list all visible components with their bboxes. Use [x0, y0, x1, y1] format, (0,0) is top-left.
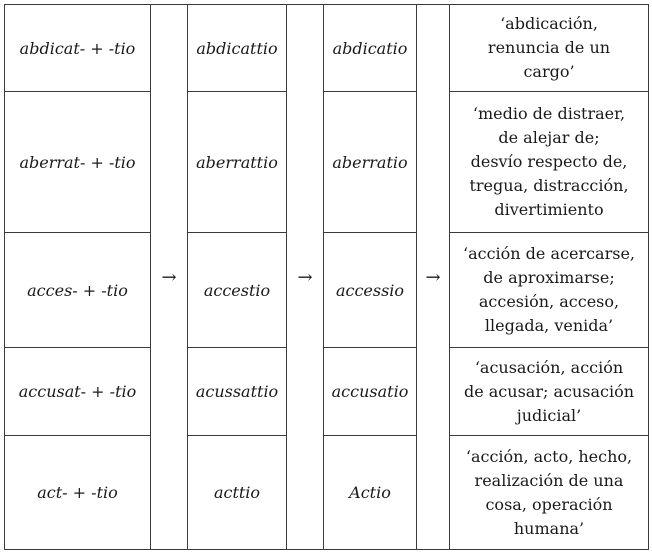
table-row — [5, 92, 649, 233]
intermediate-form-cell: aberrattio — [188, 92, 287, 233]
result-form-cell: Actio — [324, 436, 417, 550]
gloss-line: de alejar de; — [498, 128, 600, 147]
gloss-cell — [450, 348, 649, 436]
result-form-cell: accessio — [324, 233, 417, 348]
result-form-cell: abdicatio — [324, 5, 417, 92]
result-form-cell: accusatio — [324, 348, 417, 436]
intermediate-form-cell: accestio — [188, 233, 287, 348]
gloss-line: ‘acusación, acción — [474, 357, 624, 377]
result-form-cell: aberratio — [324, 92, 417, 233]
gloss-line: ‘medio de distraer, — [472, 104, 626, 123]
gloss-line: judicial’ — [516, 405, 582, 425]
gloss-line: ‘acción de acercarse, — [462, 244, 635, 263]
gloss-line: de aproximarse; — [483, 268, 615, 287]
gloss-line: cosa, operación — [485, 494, 613, 514]
arrow-cell: → — [287, 5, 324, 550]
base-form-cell: abdicat- + -tio — [5, 5, 151, 92]
intermediate-form-cell: acttio — [188, 436, 287, 550]
gloss-line: accesión, acceso, — [478, 292, 620, 311]
table-row — [5, 5, 649, 92]
gloss-cell — [450, 436, 649, 550]
gloss-line: divertimiento — [494, 200, 604, 219]
gloss-line: renuncia de un — [487, 38, 611, 57]
gloss-cell — [450, 5, 649, 92]
table-row — [5, 348, 649, 436]
intermediate-form-cell: acussattio — [188, 348, 287, 436]
gloss-line: llegada, venida’ — [484, 316, 614, 335]
intermediate-form-cell: abdicattio — [188, 5, 287, 92]
base-form-cell: accusat- + -tio — [5, 348, 151, 436]
gloss-line: desvío respecto de, — [470, 152, 628, 171]
gloss-line: cargo’ — [523, 62, 575, 81]
arrow-cell: → — [151, 5, 188, 550]
gloss-cell — [450, 233, 649, 348]
arrow-cell: → — [417, 5, 450, 550]
base-form-cell: aberrat- + -tio — [5, 92, 151, 233]
gloss-line: de acusar; acusación — [463, 381, 635, 401]
base-form-cell: acces- + -tio — [5, 233, 151, 348]
gloss-line: realización de una — [474, 470, 624, 490]
table-row — [5, 436, 649, 550]
table-row — [5, 233, 649, 348]
gloss-line: ‘acción, acto, hecho, — [465, 446, 633, 466]
gloss-line: humana’ — [513, 518, 585, 538]
gloss-line: ‘abdicación, — [500, 14, 598, 33]
derivation-table — [4, 4, 649, 550]
gloss-line: tregua, distracción, — [469, 176, 629, 195]
base-form-cell: act- + -tio — [5, 436, 151, 550]
gloss-cell — [450, 92, 649, 233]
